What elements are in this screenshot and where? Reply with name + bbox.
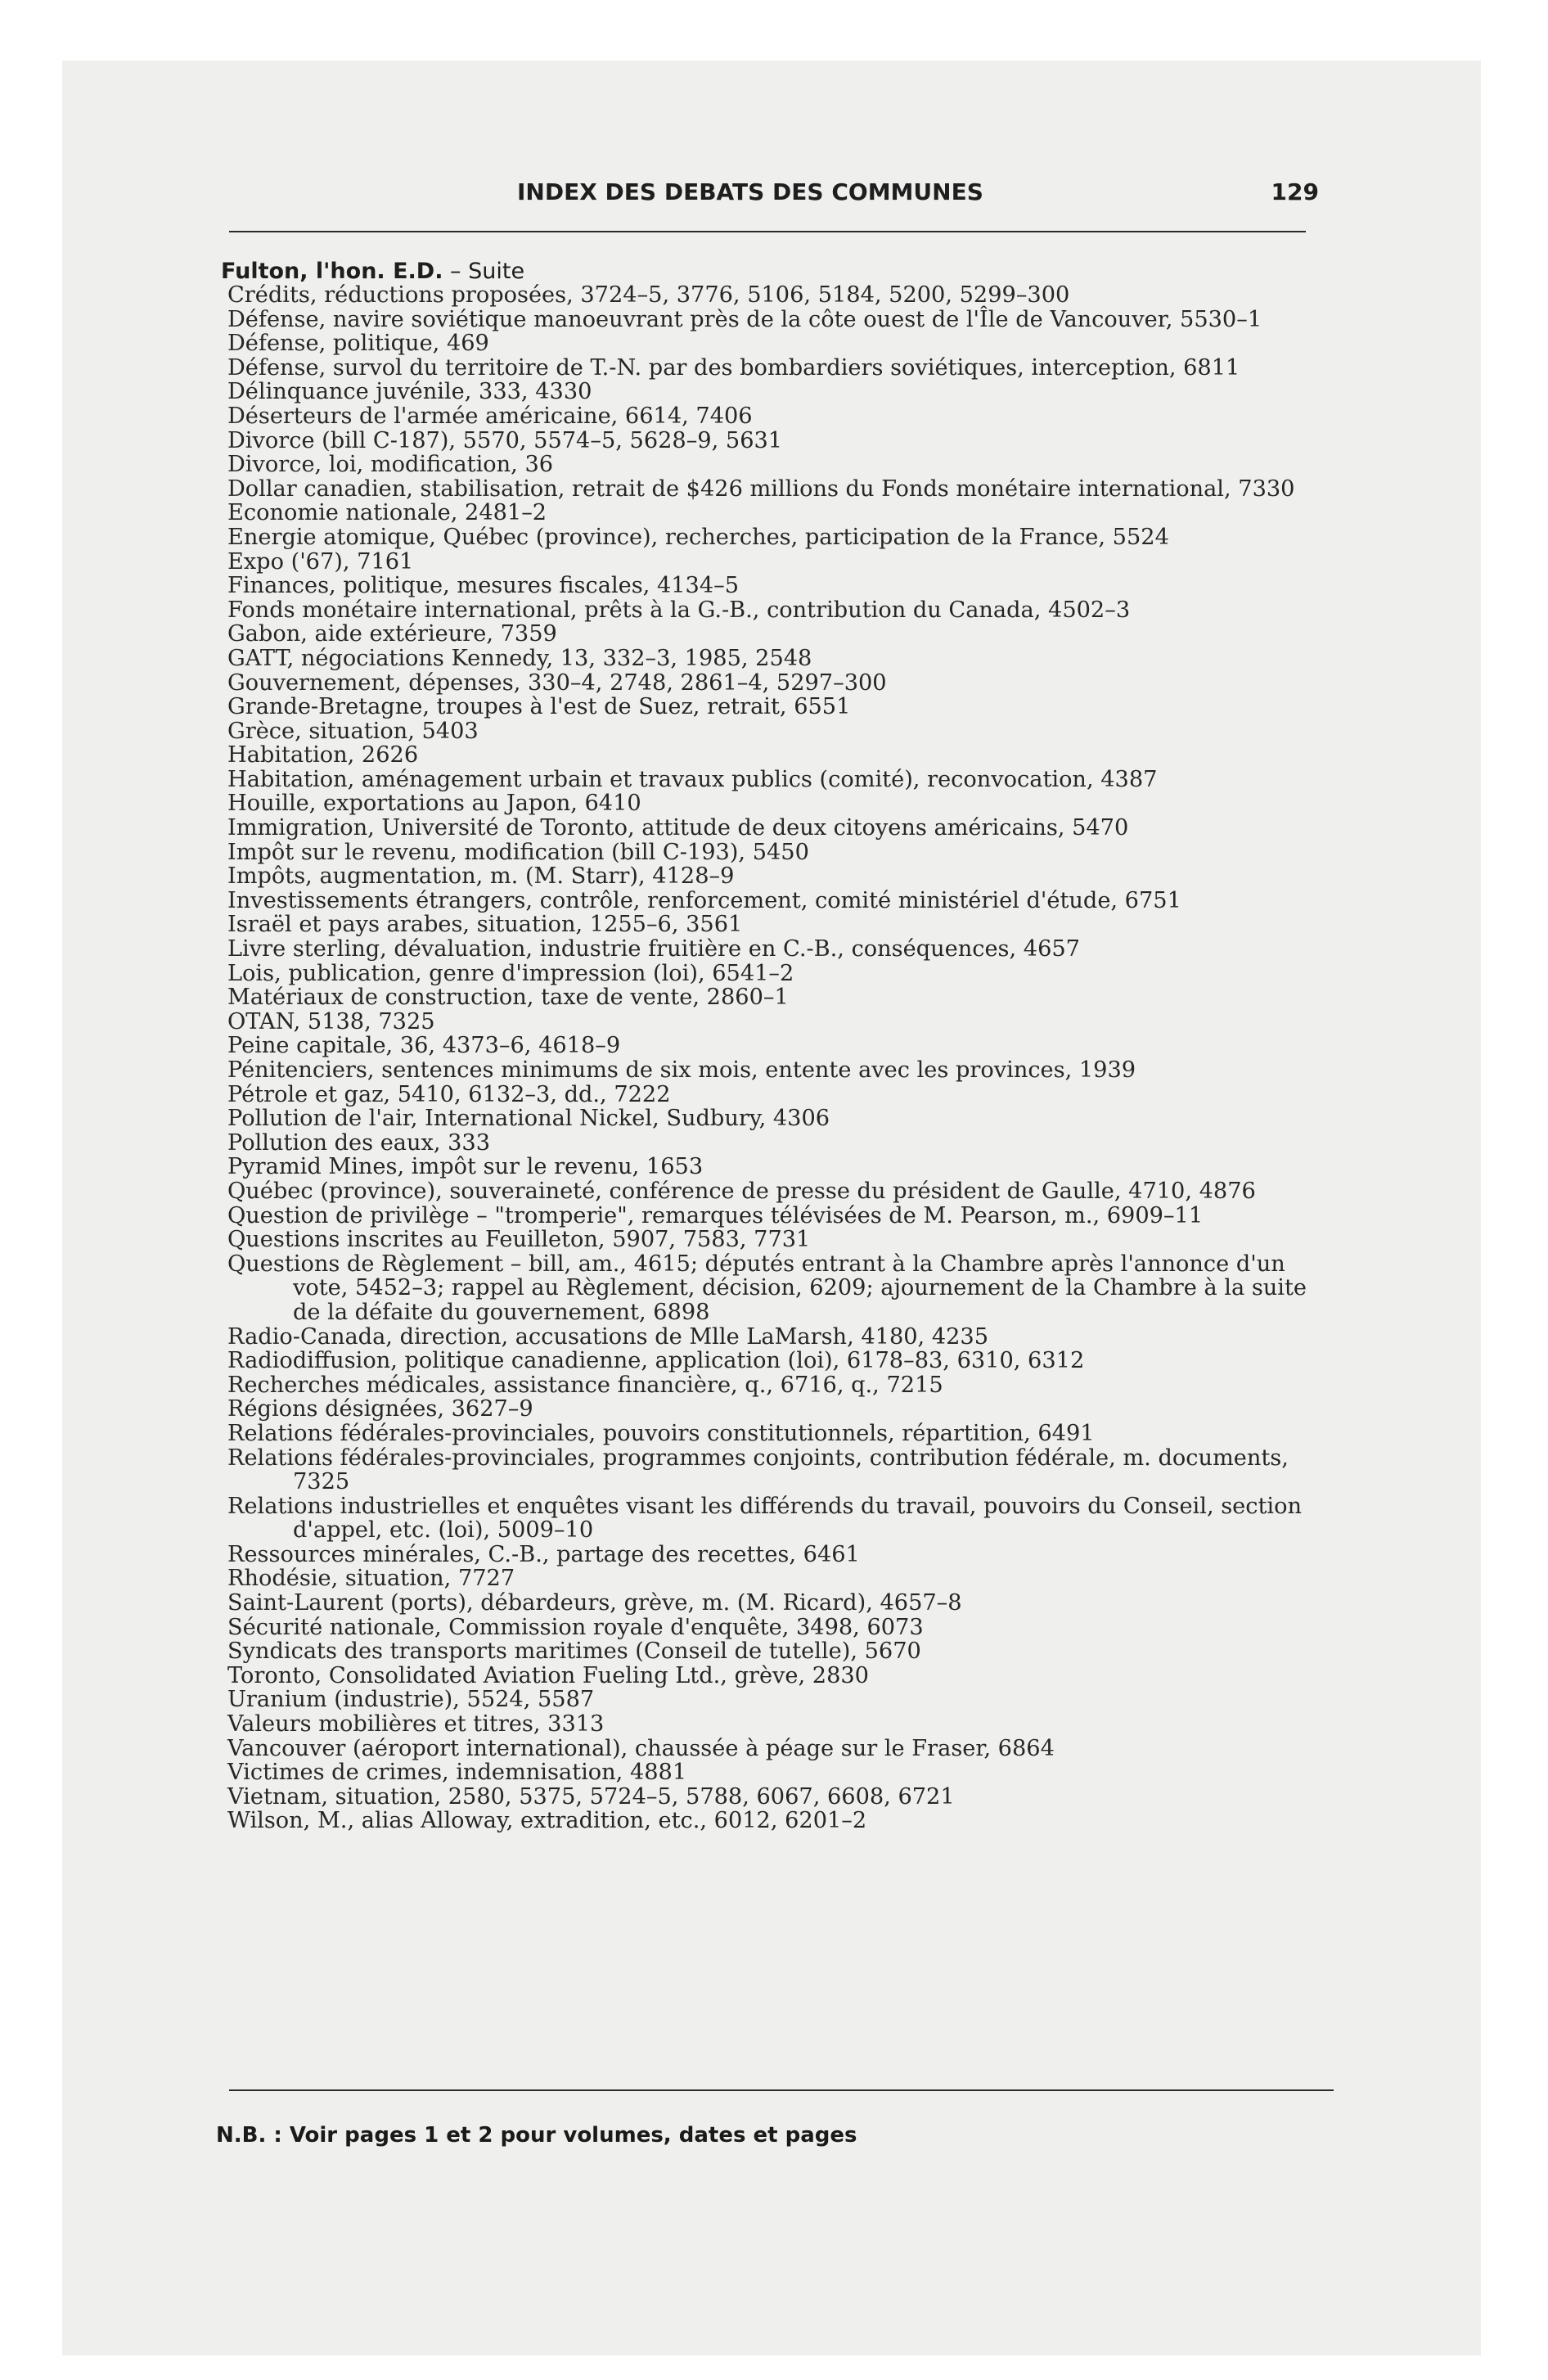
index-entry: Fonds monétaire international, prêts à la G.-B., contribution du Canada, 4502–3 <box>227 597 1131 623</box>
index-entry: Sécurité nationale, Commission royale d'enquête, 3498, 6073 <box>227 1614 924 1640</box>
index-entry: Pyramid Mines, impôt sur le revenu, 1653 <box>227 1154 704 1180</box>
index-entry: Energie atomique, Québec (province), recherches, participation de la France, 5524 <box>227 524 1169 550</box>
index-entry: Finances, politique, mesures fiscales, 4134–5 <box>227 573 740 599</box>
index-entry: Recherches médicales, assistance financière, q., 6716, q., 7215 <box>227 1372 943 1398</box>
page-header <box>229 178 1319 211</box>
index-entry: Valeurs mobilières et titres, 3313 <box>227 1711 605 1738</box>
index-entry: Ressources minérales, C.-B., partage des recettes, 6461 <box>227 1541 860 1567</box>
index-entry: OTAN, 5138, 7325 <box>227 1008 435 1034</box>
index-entry: Québec (province), souveraineté, conférence de presse du président de Gaulle, 4710, 4876 <box>227 1178 1256 1204</box>
index-entry: Défense, survol du territoire de T.-N. par des bombardiers soviétiques, interception, 6811 <box>227 354 1240 381</box>
index-entry: Rhodésie, situation, 7727 <box>227 1566 515 1592</box>
index-entry: Houille, exportations au Japon, 6410 <box>227 791 641 817</box>
index-entry: Gouvernement, dépenses, 330–4, 2748, 2861–4, 5297–300 <box>227 669 887 696</box>
index-entry: Matériaux de construction, taxe de vente, 2860–1 <box>227 985 789 1011</box>
index-entry: Habitation, 2626 <box>227 742 419 769</box>
index-entry: Pollution des eaux, 333 <box>227 1129 491 1156</box>
index-entry: Grèce, situation, 5403 <box>227 718 479 744</box>
subject-continuation: – Suite <box>443 259 525 284</box>
index-entry: Saint-Laurent (ports), débardeurs, grève, m. (M. Ricard), 4657–8 <box>227 1590 962 1616</box>
index-entry: Relations fédérales-provinciales, pouvoirs constitutionnels, répartition, 6491 <box>227 1420 1095 1446</box>
index-entry: Divorce, loi, modification, 36 <box>227 452 554 478</box>
index-entry: Impôt sur le revenu, modification (bill C-193), 5450 <box>227 839 809 865</box>
index-entry: Grande-Bretagne, troupes à l'est de Suez, retrait, 6551 <box>227 694 851 720</box>
index-entry: Radio-Canada, direction, accusations de Mlle LaMarsh, 4180, 4235 <box>227 1323 989 1350</box>
index-entry: Pénitenciers, sentences minimums de six mois, entente avec les provinces, 1939 <box>227 1057 1136 1083</box>
index-entry: Economie nationale, 2481–2 <box>227 500 547 526</box>
index-entry: Habitation, aménagement urbain et travaux publics (comité), reconvocation, 4387 <box>227 766 1158 792</box>
subject-name: Fulton, l'hon. E.D. <box>221 259 443 284</box>
index-entry: Divorce (bill C-187), 5570, 5574–5, 5628–9, 5631 <box>227 427 783 453</box>
index-entry: Question de privilège – "tromperie", remarques télévisées de M. Pearson, m., 6909–11 <box>227 1202 1204 1228</box>
index-entry: Gabon, aide extérieure, 7359 <box>227 621 557 647</box>
index-entry: Relations fédérales-provinciales, programmes conjoints, contribution fédérale, m. documents, 7325 <box>227 1445 1296 1495</box>
index-entry: Relations industrielles et enquêtes visant les différends du travail, pouvoirs du Conseil, section d'appel, etc. (loi), 5009–10 <box>227 1493 1309 1544</box>
index-entry: Victimes de crimes, indemnisation, 4881 <box>227 1760 687 1786</box>
page-title: INDEX DES DEBATS DES COMMUNES <box>517 178 983 205</box>
footer-note: N.B. : Voir pages 1 et 2 pour volumes, dates et pages <box>216 2123 857 2148</box>
index-entry: Syndicats des transports maritimes (Conseil de tutelle), 5670 <box>227 1639 921 1665</box>
index-entry: Défense, politique, 469 <box>227 331 489 357</box>
index-entry: Israël et pays arabes, situation, 1255–6, 3561 <box>227 912 743 938</box>
header-rule <box>229 231 1306 232</box>
index-entry: Peine capitale, 36, 4373–6, 4618–9 <box>227 1033 621 1059</box>
index-entry: Questions de Règlement – bill, am., 4615; députés entrant à la Chambre après l'annonce d'un vote, 5452–3; rappel au Règlement, décision, 6209; ajournement de la Chambre à la suite de la défaite du gouvernement, 6898 <box>227 1251 1314 1325</box>
index-entry: Vancouver (aéroport international), chaussée à péage sur le Fraser, 6864 <box>227 1735 1055 1761</box>
index-entry: Délinquance juvénile, 333, 4330 <box>227 379 592 405</box>
index-entry: Wilson, M., alias Alloway, extradition, etc., 6012, 6201–2 <box>227 1808 867 1834</box>
index-entry: Livre sterling, dévaluation, industrie fruitière en C.-B., conséquences, 4657 <box>227 936 1080 962</box>
index-entry: Vietnam, situation, 2580, 5375, 5724–5, 5788, 6067, 6608, 6721 <box>227 1783 955 1810</box>
index-entry: Régions désignées, 3627–9 <box>227 1396 533 1422</box>
index-entry: Investissements étrangers, contrôle, renforcement, comité ministériel d'étude, 6751 <box>227 887 1181 913</box>
index-entry: Défense, navire soviétique manoeuvrant près de la côte ouest de l'Île de Vancouver, 5530–1 <box>227 306 1262 332</box>
index-entry: Questions inscrites au Feuilleton, 5907, 7583, 7731 <box>227 1227 811 1253</box>
index-entry: Radiodiffusion, politique canadienne, application (loi), 6178–83, 6310, 6312 <box>227 1348 1085 1374</box>
index-entry: Impôts, augmentation, m. (M. Starr), 4128–9 <box>227 863 735 890</box>
index-entry: Dollar canadien, stabilisation, retrait de $426 millions du Fonds monétaire international, 7330 <box>227 476 1295 502</box>
index-entry: Expo ('67), 7161 <box>227 548 414 575</box>
index-subject <box>221 259 524 284</box>
index-entry: Pollution de l'air, International Nickel, Sudbury, 4306 <box>227 1106 830 1132</box>
index-entry: Immigration, Université de Toronto, attitude de deux citoyens américains, 5470 <box>227 815 1129 841</box>
page-number: 129 <box>1271 178 1319 205</box>
index-entries <box>227 283 1324 1833</box>
index-entry: Crédits, réductions proposées, 3724–5, 3776, 5106, 5184, 5200, 5299–300 <box>227 282 1070 308</box>
index-entry: GATT, négociations Kennedy, 13, 332–3, 1985, 2548 <box>227 645 812 671</box>
index-entry: Lois, publication, genre d'impression (loi), 6541–2 <box>227 960 794 986</box>
index-entry: Pétrole et gaz, 5410, 6132–3, dd., 7222 <box>227 1081 671 1107</box>
index-entry: Déserteurs de l'armée américaine, 6614, 7406 <box>227 403 753 429</box>
footer-rule <box>229 2089 1334 2091</box>
index-entry: Toronto, Consolidated Aviation Fueling Ltd., grève, 2830 <box>227 1662 869 1688</box>
index-entry: Uranium (industrie), 5524, 5587 <box>227 1687 595 1713</box>
